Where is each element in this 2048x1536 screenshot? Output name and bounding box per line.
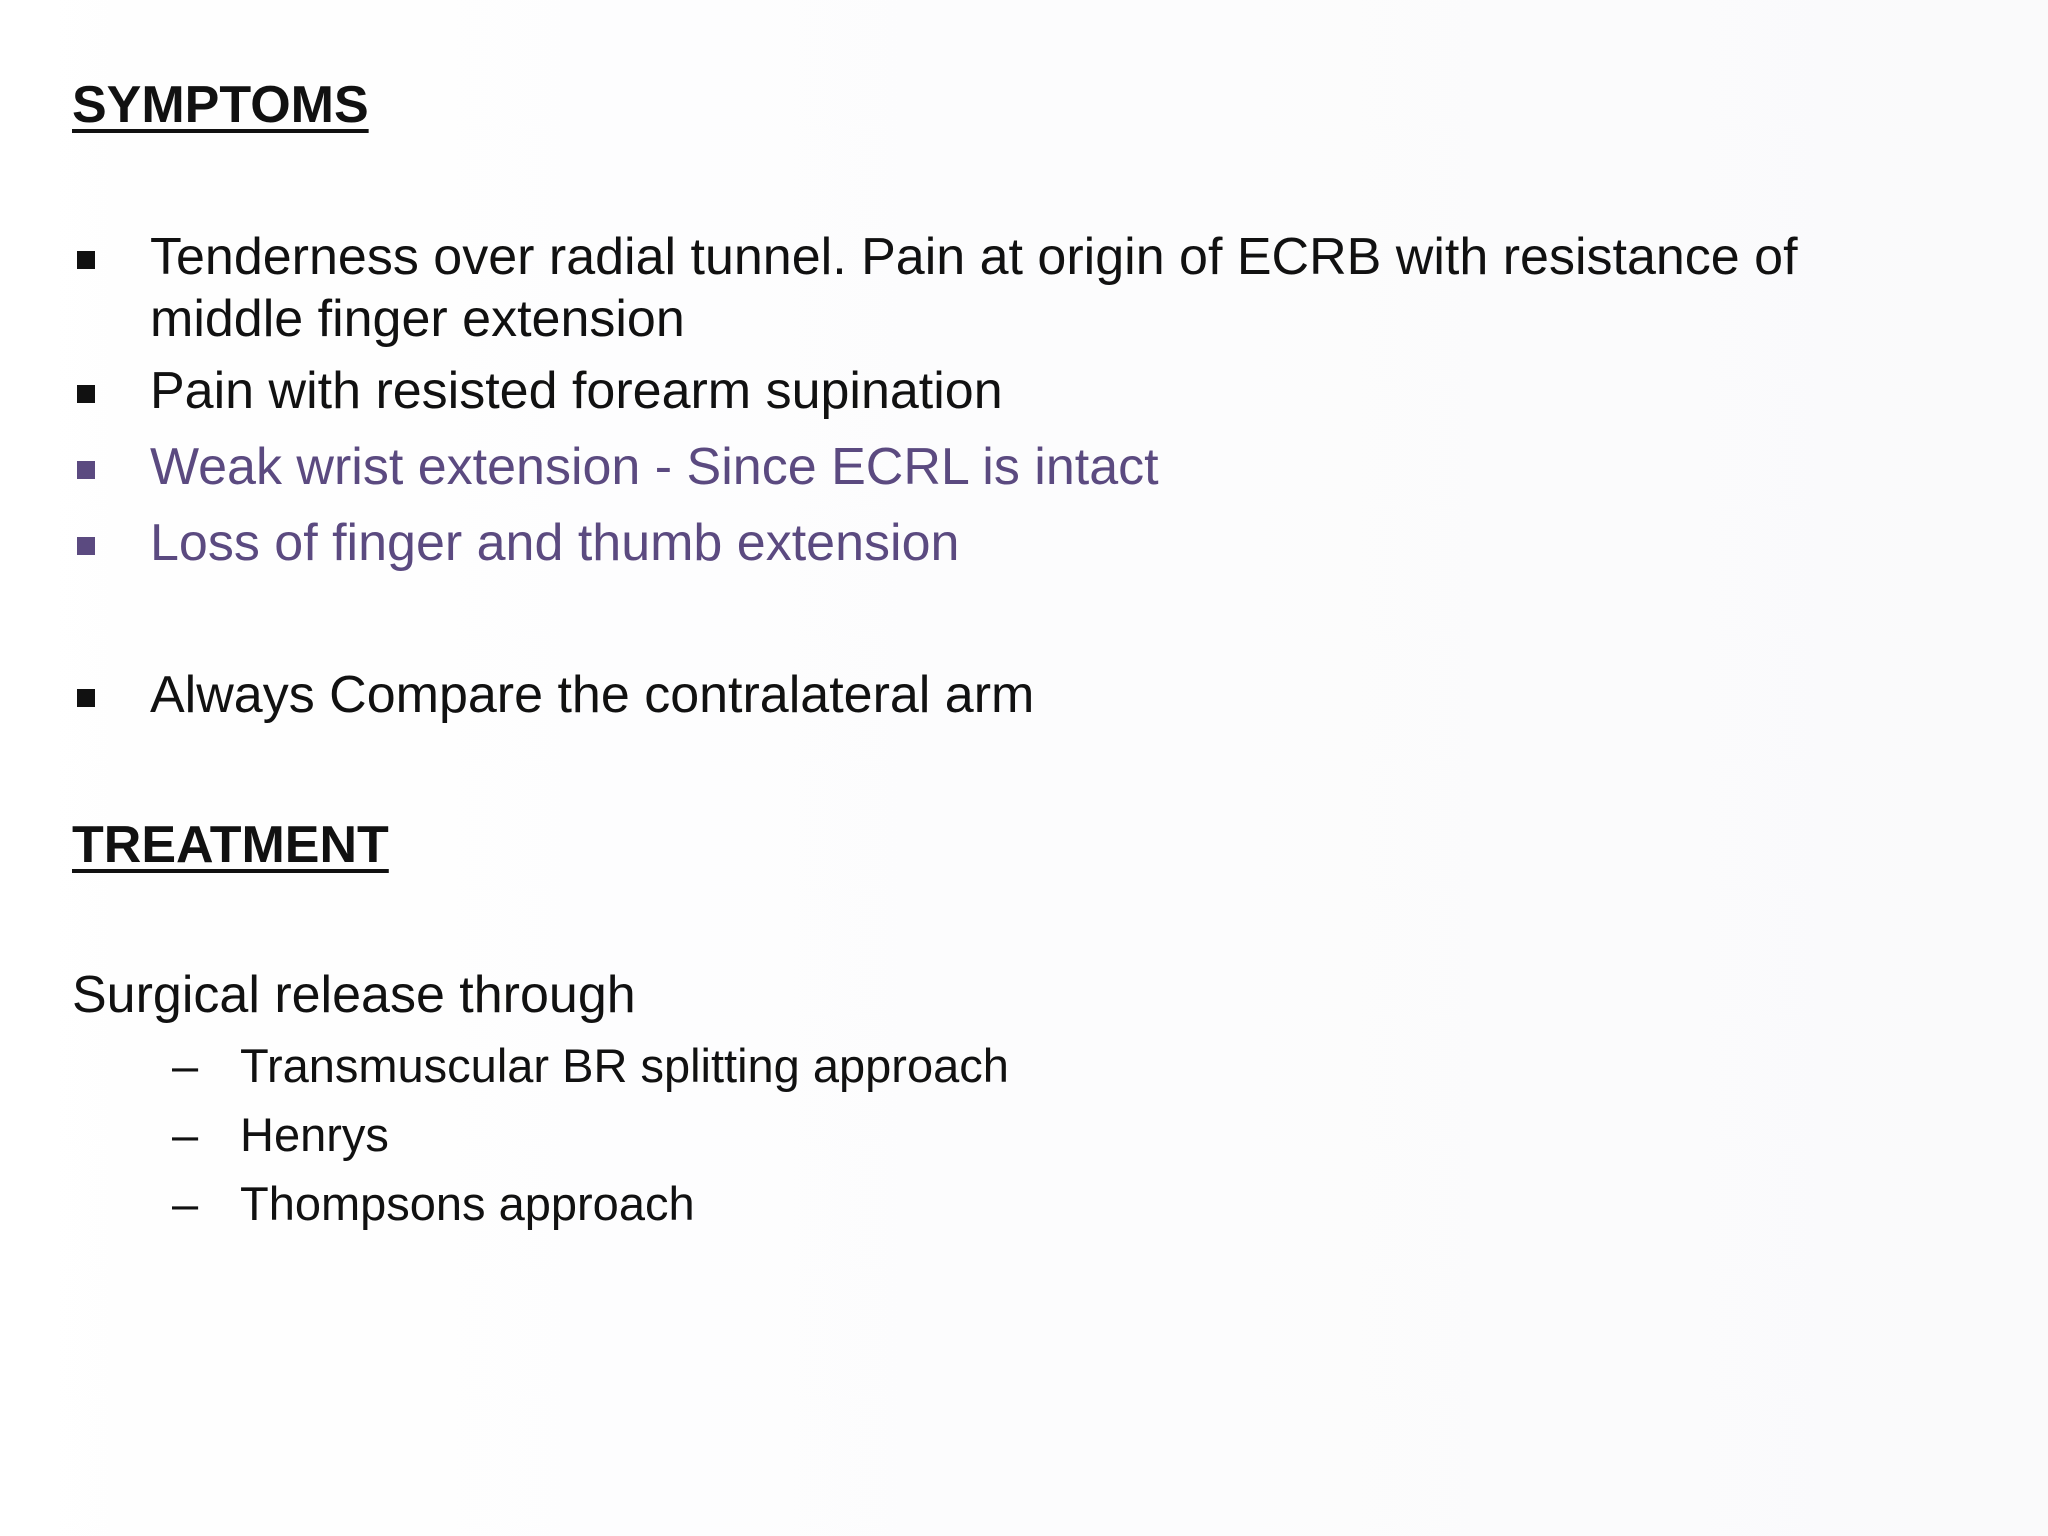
approach-item (172, 1107, 1009, 1176)
treatment-heading: TREATMENT (72, 816, 389, 874)
square-bullet-icon (77, 385, 95, 403)
square-bullet-icon (77, 251, 95, 269)
treatment-intro: Surgical release through (72, 966, 636, 1024)
approach-text: Thompsons approach (240, 1177, 695, 1230)
symptom-text: Always Compare the contralateral arm (150, 666, 1035, 724)
symptom-bullet (72, 512, 959, 574)
symptom-bullet (72, 226, 1832, 350)
dash-bullet-icon: – (172, 1108, 199, 1161)
approach-text: Henrys (240, 1108, 389, 1161)
symptom-bullet (72, 360, 1003, 422)
symptom-text: Loss of finger and thumb extension (150, 514, 960, 572)
approach-text: Transmuscular BR splitting approach (240, 1039, 1009, 1092)
approach-item (172, 1176, 1009, 1245)
square-bullet-icon (77, 461, 95, 479)
symptom-bullet (72, 664, 1034, 726)
square-bullet-icon (77, 537, 95, 555)
symptoms-heading: SYMPTOMS (72, 76, 369, 134)
symptom-text: Weak wrist extension - Since ECRL is intact (150, 438, 1159, 496)
dash-bullet-icon: – (172, 1039, 199, 1092)
symptom-text: Tenderness over radial tunnel. Pain at origin of ECRB with resistance of middle finger extension (150, 228, 1798, 348)
dash-bullet-icon: – (172, 1177, 199, 1230)
symptom-text: Pain with resisted forearm supination (150, 362, 1003, 420)
square-bullet-icon (77, 689, 95, 707)
approach-list (172, 1038, 1009, 1245)
symptom-bullet (72, 436, 1159, 498)
approach-item (172, 1038, 1009, 1107)
